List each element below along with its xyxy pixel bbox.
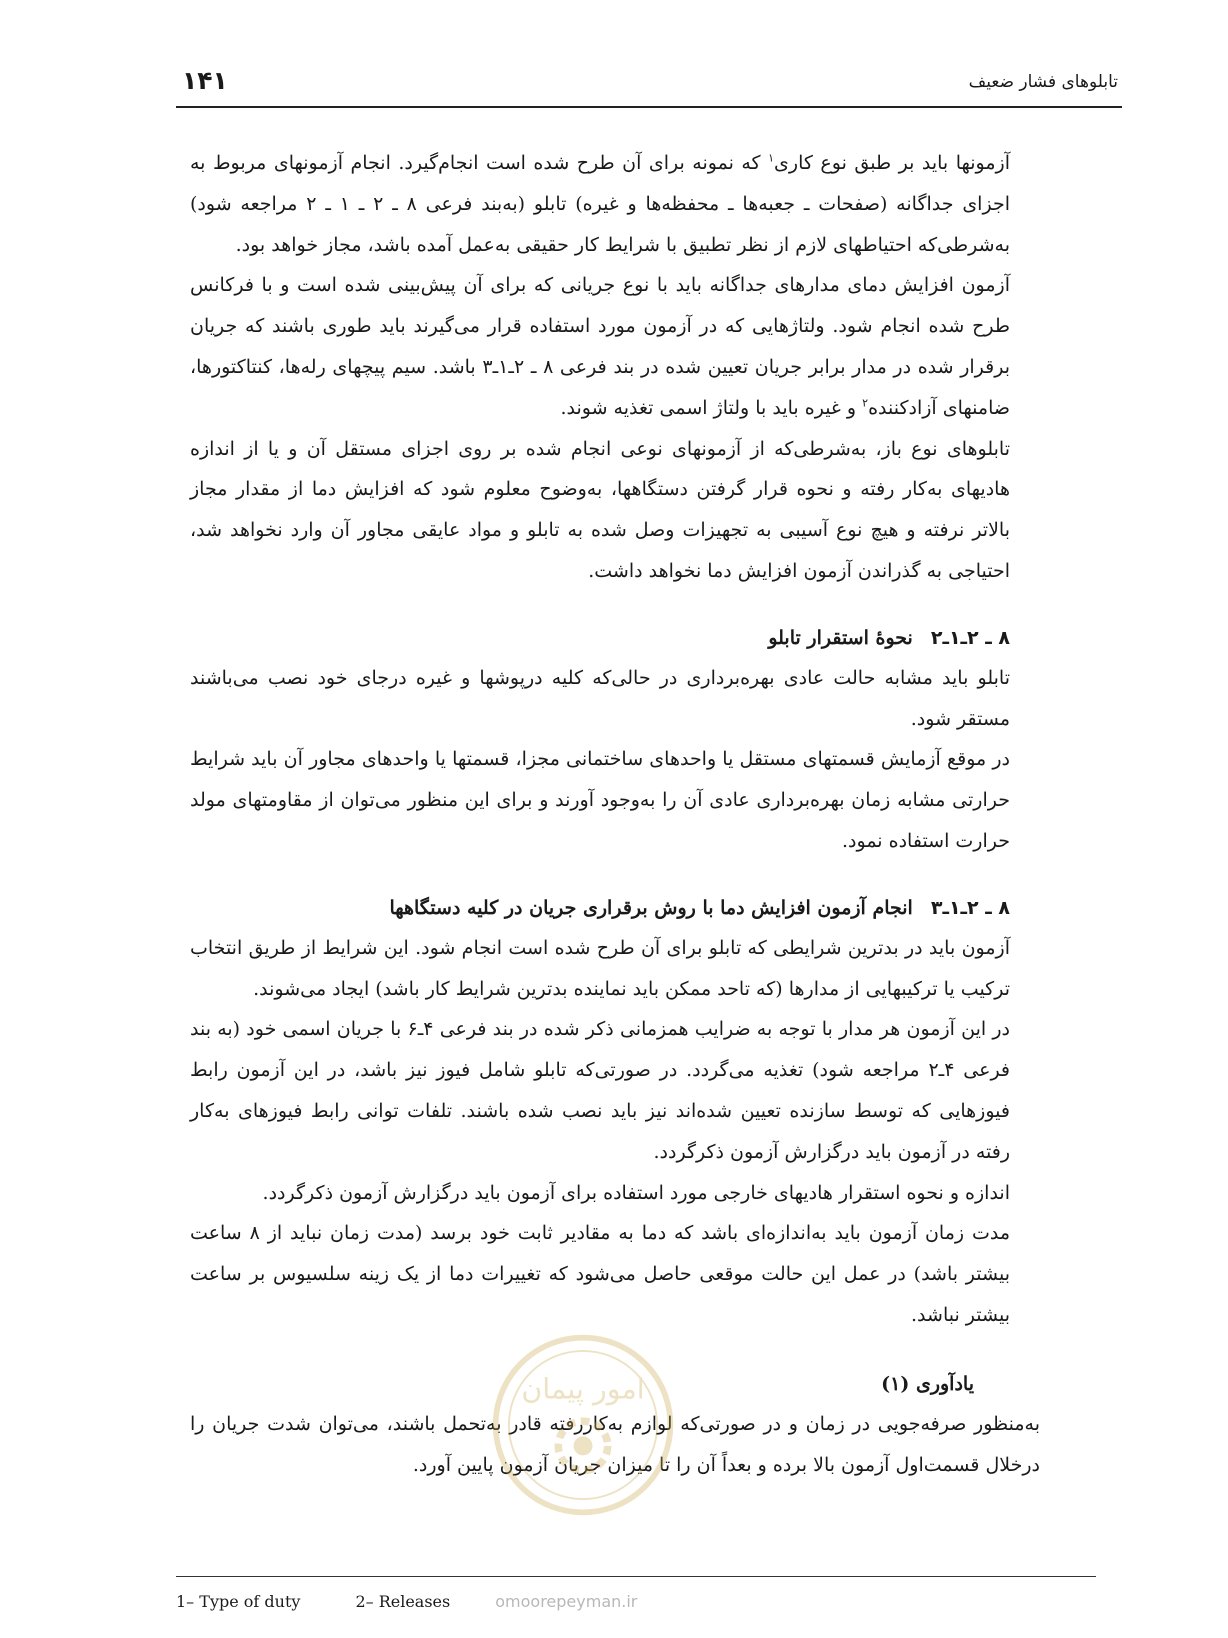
- note-title: یادآوری (۱): [881, 1372, 974, 1395]
- section-title: نحوهٔ استقرار تابلو: [768, 626, 913, 649]
- section-heading: [190, 888, 1010, 928]
- intro-p2-text-b: و غیره باید با ولتاژ اسمی تغذیه شوند.: [560, 396, 857, 419]
- section-paragraph: اندازه و نحوه استقرار هادیهای خارجی مورد استفاده برای آزمون باید درگزارش آزمون ذکرگردد.: [262, 1181, 1010, 1204]
- running-title: تابلوهای فشار ضعیف: [968, 72, 1118, 92]
- section-2-1-2: [190, 618, 1010, 862]
- watermark-site: omoorepeyman.ir: [495, 1592, 638, 1611]
- section-heading: [190, 618, 1010, 658]
- section-title: انجام آزمون افزایش دما با روش برقراری جریان در کلیه دستگاهها: [389, 896, 913, 919]
- intro-p2-text-a: آزمون افزایش دمای مدارهای جداگانه باید با نوع جریانی که برای آن پیش‌بینی شده است و با فرکانس طرح شده انجام شود. ولتاژهایی که در آزمون مورد استفاده قرار می‌گیرند باید طوری باشند که جریان برقرار شده در مدار برابر جریان تعیین شده در بند فرعی ۸ ـ ۲ـ۱ـ۳ باشد. سیم پیچهای رله‌ها، کنتاکتورها، ضامنهای آزادکننده: [190, 274, 1010, 419]
- page-header: [176, 62, 1122, 108]
- page-body: [190, 143, 1040, 1485]
- intro-p1-text-a: آزمونها باید بر طبق نوع کاری: [774, 152, 1010, 174]
- footnotes: [176, 1592, 637, 1611]
- section-paragraph: در موقع آزمایش قسمتهای مستقل یا واحدهای ساختمانی مجزا، قسمتها یا واحدهای مجاور آن باید شرایط حرارتی مشابه زمان بهره‌برداری عادی آن را به‌وجود آورند و برای این منظور می‌توان از مقاومتهای مولد حرارت استفاده نمود.: [190, 748, 1010, 852]
- section-2-1-3: [190, 888, 1010, 1336]
- intro-p1-text-b: که نمونه برای آن طرح شده است انجام‌گیرد. انجام آزمونهای مربوط به اجزای جداگانه (صفحات ـ جعبه‌ها ـ محفظه‌ها و غیره) تابلو (به‌بند فرعی ۸ ـ ۲ ـ ۱ ـ ۲ مراجعه شود) به‌شرطی‌که احتیاطهای لازم از نظر تطبیق با شرایط کار حقیقی به‌عمل آمده باشد، مجاز خواهد بود.: [190, 152, 1010, 256]
- section-paragraph: آزمون باید در بدترین شرایطی که تابلو برای آن طرح شده است انجام شود. این شرایط از طریق انتخاب ترکیب یا ترکیبهایی از مدارها (که تاحد ممکن باید نماینده بدترین شرایط کار باشد) ایجاد می‌شوند.: [190, 936, 1010, 1000]
- intro-paragraph-2: [190, 265, 1010, 428]
- footnote-ref-1: ۱: [768, 151, 775, 165]
- intro-paragraph-3: تابلوهای نوع باز، به‌شرطی‌که از آزمونهای نوعی انجام شده بر روی اجزای مستقل آن و یا از اندازه هادیهای به‌کار رفته و نحوه قرار گرفتن دستگاهها، به‌وضوح معلوم شود که افزایش دما از مقدار مجاز بالاتر نرفته و هیچ نوع آسیبی به تجهیزات وصل شده به تابلو و مواد عایقی مجاور آن وارد نخواهد شد، احتیاجی به گذراندن آزمون افزایش دما نخواهد داشت.: [190, 437, 1010, 582]
- intro-paragraph-1: [190, 143, 1010, 265]
- footnote-divider: [176, 1576, 1096, 1577]
- section-number: ۸ ـ ۲ـ۱ـ۳: [930, 896, 1010, 919]
- section-number: ۸ ـ ۲ـ۱ـ۲: [930, 626, 1010, 649]
- section-paragraph: در این آزمون هر مدار با توجه به ضرایب همزمانی ذکر شده در بند فرعی ۴ـ۶ با جریان اسمی خود (به بند فرعی ۴ـ۲ مراجعه شود) تغذیه می‌گردد. در صورتی‌که تابلو شامل فیوز نیز باشد، در این آزمون رابط فیوزهایی که توسط سازنده تعیین شده‌اند نیز باید نصب شده باشند. تلفات توانی رابط فیوزهای به‌کار رفته در آزمون باید درگزارش آزمون ذکرگردد.: [190, 1018, 1011, 1163]
- note-text: به‌منظور صرفه‌جویی در زمان و در صورتی‌که لوازم به‌کاررفته قادر به‌تحمل باشند، می‌توان شدت جریان را درخلال قسمت‌اول آزمون بالا برده و بعداً آن را تا میزان جریان آزمون پایین آورد.: [190, 1412, 1040, 1476]
- footnote-1: 1– Type of duty: [176, 1592, 301, 1611]
- section-paragraph: مدت زمان آزمون باید به‌اندازه‌ای باشد که دما به مقادیر ثابت خود برسد (مدت زمان نباید از ۸ ساعت بیشتر باشد) در عمل این حالت موقعی حاصل می‌شود که تغییرات دما از یک زینه سلسیوس بر ساعت بیشتر نباشد.: [190, 1222, 1010, 1326]
- watermark-logo-text: امور پیمان: [521, 1372, 645, 1406]
- footnote-2: 2– Releases: [355, 1592, 451, 1611]
- page-number: ۱۴۱: [182, 66, 228, 95]
- footnote-ref-2: ۲: [862, 396, 869, 410]
- section-paragraph: تابلو باید مشابه حالت عادی بهره‌برداری در حالی‌که کلیه درپوشها و غیره درجای خود نصب می‌باشند مستقر شود.: [190, 666, 1010, 730]
- note-block: [190, 1364, 1040, 1486]
